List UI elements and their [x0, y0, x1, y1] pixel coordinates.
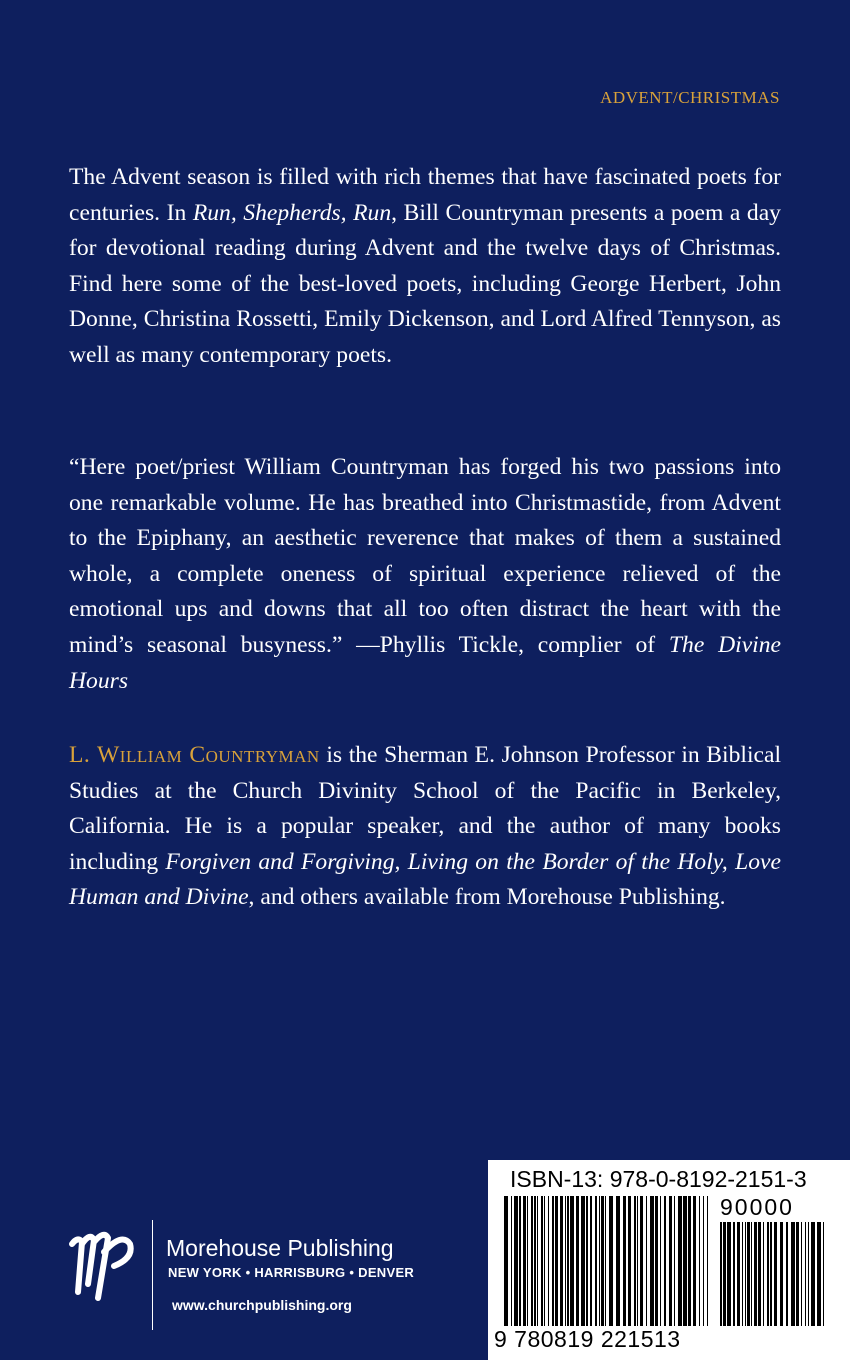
- bio-text-2: , and others available from Morehouse Publishing.: [248, 884, 726, 911]
- barcode-bar: [519, 1196, 521, 1326]
- publisher-logo: [60, 1222, 440, 1322]
- barcode-bar: [590, 1196, 592, 1326]
- barcode-bar: [774, 1222, 777, 1326]
- barcode-bar: [601, 1196, 604, 1326]
- barcode-bar: [586, 1196, 588, 1326]
- barcode-bar: [823, 1222, 824, 1326]
- barcode-bar: [640, 1196, 643, 1326]
- barcode-bar: [541, 1196, 543, 1326]
- barcode-bar: [537, 1196, 538, 1326]
- barcode-bar: [634, 1196, 636, 1326]
- barcode-bar: [801, 1222, 802, 1326]
- isbn-barcode: [488, 1160, 850, 1360]
- barcode-bar: [548, 1196, 549, 1326]
- author-name: L. William Countryman: [69, 742, 320, 768]
- barcode-bar: [531, 1196, 533, 1326]
- barcode-bar: [796, 1222, 799, 1326]
- isbn-label: ISBN-13: 978-0-8192-2151-3: [510, 1166, 807, 1192]
- barcode-bar: [805, 1222, 806, 1326]
- publisher-url: www.churchpublishing.org: [172, 1297, 352, 1313]
- mp-monogram-icon: [64, 1222, 142, 1302]
- barcode-bar: [514, 1196, 518, 1326]
- barcode-bar: [599, 1196, 600, 1326]
- barcode-bar: [511, 1196, 512, 1326]
- barcode-bar: [570, 1196, 574, 1326]
- barcode-bar: [751, 1222, 752, 1326]
- barcode-bar: [605, 1196, 606, 1326]
- barcode-bar: [678, 1196, 682, 1326]
- quoted-book-title: The Divine Hours: [69, 631, 781, 694]
- barcode-bar: [758, 1222, 761, 1326]
- barcode-bar: [655, 1196, 658, 1326]
- book-title: Run, Shepherds, Run: [192, 199, 392, 226]
- blurb-text-1: The Advent season is filled with rich themes that have fascinated poets for centuries. In: [69, 164, 781, 226]
- bio-text-1: is the Sherman E. Johnson Professor in Biblical Studies at the Church Divinity School of the Pacific in Berkeley, California. He is a popular speaker, and the author of many books including: [69, 742, 782, 875]
- quote-text: “Here poet/priest William Countryman has forged his two passions into one remarkable volume. He has breathed into Christmastide, from Advent to the Epiphany, an aesthetic reverence that makes of them a sustained whole, a complete oneness of spiritual experience relieved of the emotional ups and downs that all too often distract the heart with the mind’s seasonal busyness.” —Phyllis Tickle, complier of: [69, 454, 781, 658]
- barcode-bar: [637, 1196, 638, 1326]
- blurb-text-2: , Bill Countryman presents a poem a day for devotional reading during Advent and the twelve days of Christmas. Find here some of the best-loved poets, including George Herbert, John Donne, Christina Rossetti, Emily Dickenson, and Lord Alfred Tennyson, as well as many contemporary poets.: [69, 199, 781, 368]
- barcode-bar: [742, 1222, 743, 1326]
- barcode-bar: [565, 1196, 566, 1326]
- barcode-bar: [817, 1222, 821, 1326]
- barcode-bar: [650, 1196, 654, 1326]
- barcode-bar: [674, 1196, 675, 1326]
- ean-barcode-bars: [504, 1196, 714, 1326]
- barcode-bar: [544, 1196, 545, 1326]
- barcode-bar: [780, 1222, 783, 1326]
- description-paragraph: [69, 160, 781, 374]
- barcode-bar: [745, 1222, 746, 1326]
- barcode-bar: [628, 1196, 631, 1326]
- barcode-bar: [723, 1222, 726, 1326]
- barcode-bar: [581, 1196, 585, 1326]
- barcode-bar: [683, 1196, 687, 1326]
- barcode-bar: [660, 1196, 661, 1326]
- barcode-bar: [754, 1222, 757, 1326]
- barcode-bar: [664, 1196, 666, 1326]
- barcode-bar: [576, 1196, 579, 1326]
- barcode-bar: [727, 1222, 731, 1326]
- logo-divider: [152, 1220, 153, 1330]
- barcode-bar: [595, 1196, 597, 1326]
- barcode-bar: [623, 1196, 626, 1326]
- barcode-bar: [669, 1196, 672, 1326]
- publisher-cities: NEW YORK • HARRISBURG • DENVER: [168, 1265, 415, 1280]
- category-label: ADVENT/CHRISTMAS: [600, 88, 780, 107]
- barcode-bar: [567, 1196, 569, 1326]
- barcode-bar: [609, 1196, 613, 1326]
- ean-digits: 9 780819 221513: [494, 1326, 681, 1352]
- barcode-bar: [555, 1196, 558, 1326]
- other-books: Forgiven and Forgiving, Living on the Border of the Holy, Love Human and Divine: [69, 848, 781, 911]
- endorsement-quote: [69, 450, 781, 699]
- barcode-bar: [707, 1196, 708, 1326]
- barcode-bar: [811, 1222, 815, 1326]
- barcode-bar: [791, 1222, 795, 1326]
- barcode-bar: [703, 1196, 704, 1326]
- barcode-bar: [808, 1222, 809, 1326]
- barcode-bar: [733, 1222, 735, 1326]
- barcode-bar: [504, 1196, 508, 1326]
- barcode-bar: [767, 1222, 769, 1326]
- addon-digits: 90000: [720, 1194, 794, 1220]
- barcode-bar: [699, 1196, 700, 1326]
- barcode-bar: [527, 1196, 528, 1326]
- barcode-bar: [747, 1222, 750, 1326]
- barcode-bar: [720, 1222, 722, 1326]
- barcode-bar: [616, 1196, 620, 1326]
- barcode-bar: [560, 1196, 563, 1326]
- author-bio: [69, 738, 781, 916]
- barcode-bar: [763, 1222, 764, 1326]
- addon-barcode-bars: [720, 1222, 830, 1326]
- barcode-bar: [523, 1196, 526, 1326]
- barcode-bar: [646, 1196, 647, 1326]
- barcode-bar: [737, 1222, 740, 1326]
- barcode-bar: [534, 1196, 536, 1326]
- barcode-bar: [770, 1222, 772, 1326]
- barcode-bar: [552, 1196, 554, 1326]
- barcode-bar: [786, 1222, 788, 1326]
- publisher-name: Morehouse Publishing: [166, 1235, 394, 1261]
- barcode-bar: [693, 1196, 696, 1326]
- barcode-bar: [688, 1196, 691, 1326]
